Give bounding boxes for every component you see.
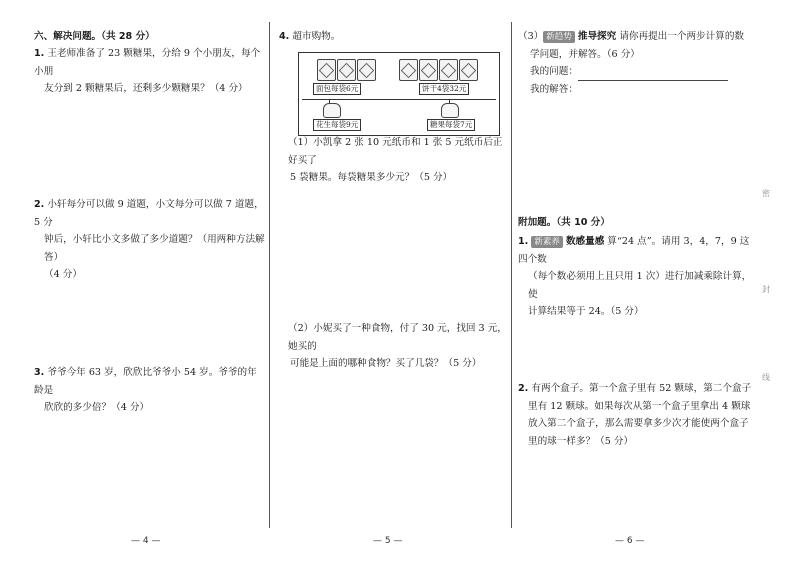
bread-bag-icon xyxy=(337,59,356,81)
page-number-4: — 4 — xyxy=(131,536,161,546)
bonus-question-2: 2. 有两个盒子。第一个盒子里有 52 颗球，第二个盒子 里有 12 颗球。如果每次从第一个盒子里拿出 4 颗球 放入第二个盒子，那么需要拿多少次才能使两个盒子 里的球一样多？（5 分） xyxy=(518,383,752,447)
seal-mark: 线 xyxy=(762,373,770,382)
candy-sack-icon xyxy=(441,103,459,118)
bonus-title: 附加题。（共 10 分） xyxy=(518,217,610,228)
new-literacy-tag: 新素养 xyxy=(531,236,563,248)
my-question-label: 我的问题： xyxy=(530,66,578,77)
biscuit-bag-icon xyxy=(459,59,478,81)
seal-mark: 密 xyxy=(762,189,770,198)
my-answer-label: 我的解答： xyxy=(530,83,578,95)
bread-bag-icon xyxy=(317,59,336,81)
column-divider-left xyxy=(269,22,270,528)
bread-price-label: 面包每袋6元 xyxy=(313,83,361,95)
biscuit-bag-icon xyxy=(439,59,458,81)
biscuit-bag-icon xyxy=(419,59,438,81)
shelf-line xyxy=(302,99,496,100)
sub-question-3: （3） 新趋势 推导探究 请你再提出一个两步计算的数 学问题，并解答。（6 分） 我的问题： 我的解答： xyxy=(518,28,744,98)
question-4-title: 4. 超市购物。 xyxy=(279,31,341,42)
sub-question-2: （2）小妮买了一种食物，付了 30 元，找回 3 元，她买的 可能是上面的哪种食物？买了几袋？（5 分） xyxy=(288,323,507,369)
question-2: 2. 小轩每分可以做 9 道题，小文每分可以做 7 道题，5 分 钟后，小轩比小文多做了多少道题？（用两种方法解答） （4 分） xyxy=(34,199,265,280)
column-divider-right xyxy=(511,22,512,528)
answer-line xyxy=(578,70,728,81)
peanut-sack-icon xyxy=(323,103,341,118)
page-number-6: — 6 — xyxy=(615,536,645,546)
question-1: 1. 王老师准备了 23 颗糖果，分给 9 个小朋友，每个小朋 友分到 2 颗糖果后，还剩多少颗糖果？（4 分） xyxy=(34,48,261,94)
biscuit-bag-icon xyxy=(399,59,418,81)
peanut-price-label: 花生每袋9元 xyxy=(313,119,361,131)
candy-price-label: 糖果每袋7元 xyxy=(427,119,475,131)
shopping-diagram xyxy=(298,52,500,136)
sub-question-1: （1）小凯拿 2 张 10 元纸币和 1 张 5 元纸币后正好买了 5 袋糖果。每袋糖果多少元？（5 分） xyxy=(288,137,503,183)
bread-bag-icon xyxy=(357,59,376,81)
seal-mark: 封 xyxy=(762,285,770,294)
biscuit-price-label: 饼干4袋32元 xyxy=(419,83,469,95)
question-3: 3. 爷爷今年 63 岁，欣欣比爷爷小 54 岁。爷爷的年龄是 欣欣的多少倍？（4 分） xyxy=(34,367,257,413)
section-title: 六、解决问题。（共 28 分） xyxy=(34,31,155,42)
bonus-question-1: 1. 新素养 数感量感 算“24 点”。请用 3，4，7，9 这四个数 （每个数必须用上且只用 1 次）进行加减乘除计算，使 计算结果等于 24。（5 分） xyxy=(518,236,752,317)
new-trend-tag: 新趋势 xyxy=(543,31,575,43)
page-number-5: — 5 — xyxy=(373,536,403,546)
